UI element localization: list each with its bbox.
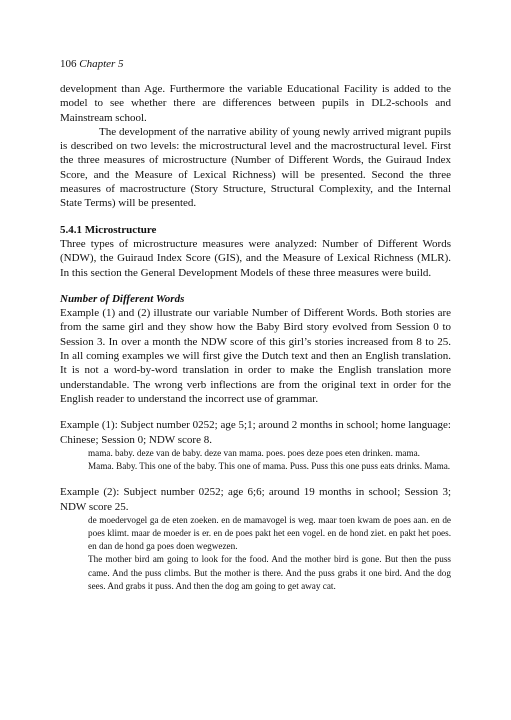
chapter-label: Chapter 5 xyxy=(79,58,124,70)
paragraph-3: Three types of microstructure measures were analyzed: Number of Different Words (NDW), the Guiraud Index Score (GIS), and the Measure of Lexical Richness (MLR). In this section the General Development Models of these three measures were build. xyxy=(60,237,451,279)
example-1-intro: Example (1): Subject number 0252; age 5;1; around 2 months in school; home language: Chinese; Session 0; NDW score 8. xyxy=(60,419,451,446)
paragraph-2: The development of the narrative ability of young newly arrived migrant pupils is described on two levels: the microstructural level and the macrostructural level. First the three measures of microstructure (Number of Different Words, the Guiraud Index Score, and the Measure of Lexical Richness) will be presented. Second the three measures of macrostructure (Story Structure, Structural Complexity, and the Internal State Terms) will be presented. xyxy=(60,125,451,210)
example-2-dutch: de moedervogel ga de eten zoeken. en de mamavogel is weg. maar toen kwam de poes aan. en de poes klimt. maar de moeder is er. en de poes pakt het een vogel. en de hond ziet. en pakt het poes. en dan de hond ga poes doen wegwezen. xyxy=(88,514,451,552)
section-heading: 5.4.1 Microstructure xyxy=(60,223,157,236)
example-1-dutch: mama. baby. deze van de baby. deze van mama. poes. poes deze poes eten drinken. mama. xyxy=(88,447,420,458)
page-number: 106 xyxy=(60,58,77,70)
paragraph-4: Example (1) and (2) illustrate our variable Number of Different Words. Both stories are from the same girl and they show how the Baby Bird story evolved from Session 0 to Session 3. In over a month the NDW score of this girl’s stories increased from 8 to 25. In all coming examples we will first give the Dutch text and then an English translation. It is not a word-by-word translation in order to make the English translation more understandable. The wrong verb inflections are from the original text in order for the English reader to understand the incorrect use of grammar. xyxy=(60,307,451,405)
example-2-english: The mother bird am going to look for the food. And the mother bird is gone. But then the puss came. And the puss climbs. But the mother is there. And the puss grabs it one bird. And the dog sees. And grabs it puss. And then the dog am going to get away cat. xyxy=(88,554,451,591)
example-1-english: Mama. Baby. This one of the baby. This one of mama. Puss. Puss this one puss eats drinks. Mama. xyxy=(88,461,451,472)
paragraph-1: development than Age. Furthermore the variable Educational Facility is added to the model to see whether there are differences between pupils in DL2-schools and Mainstream school. xyxy=(60,83,451,124)
running-head xyxy=(60,58,124,71)
subsection-heading: Number of Different Words xyxy=(60,292,185,305)
example-2-intro: Example (2): Subject number 0252; age 6;6; around 19 months in school; Session 3; NDW score 25. xyxy=(60,486,451,513)
body-text xyxy=(60,82,451,593)
